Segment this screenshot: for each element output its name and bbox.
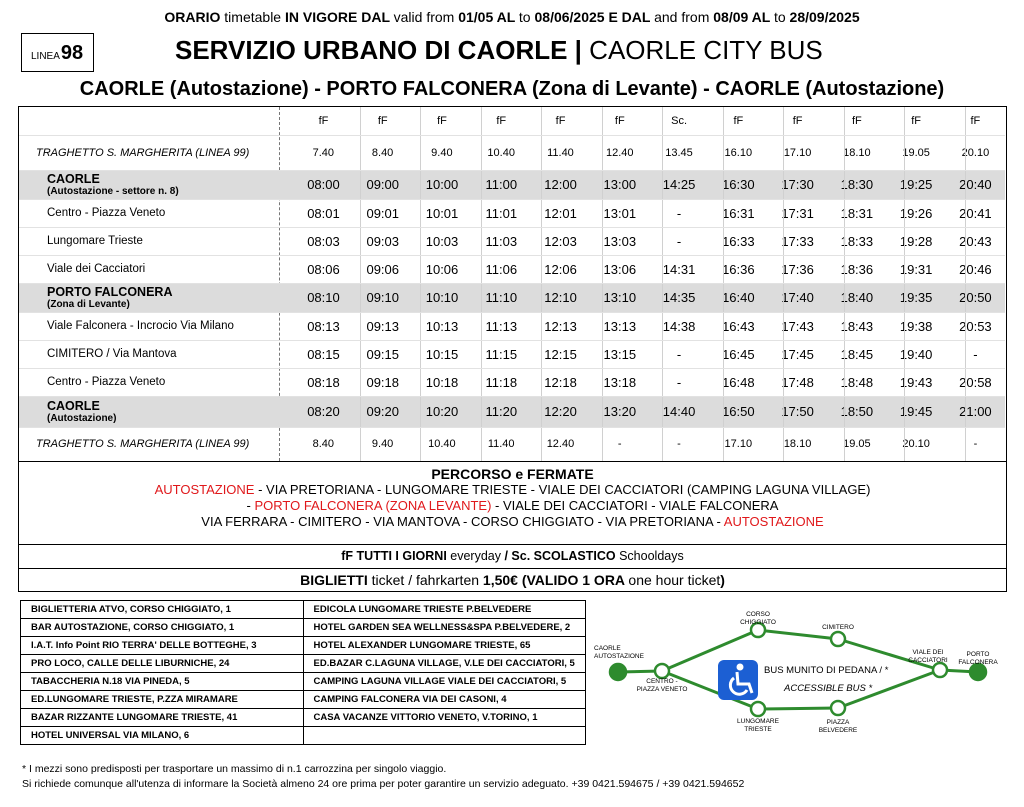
time-cell: 16:31 — [722, 205, 755, 221]
stop-label-cacciatori: CACCIATORI — [908, 657, 948, 664]
line-label: LINEA — [31, 51, 60, 62]
time-cell: 11:20 — [485, 404, 518, 419]
time-cell: 17:43 — [781, 318, 814, 334]
stop-label-cacciatori: VIALE DEI — [912, 649, 944, 656]
stop-marker-lungomare — [751, 702, 765, 716]
ticket-run-0: BIGLIETTI — [300, 572, 372, 588]
time-cell: 11:03 — [485, 233, 518, 249]
freq-run-1: everyday — [450, 549, 505, 563]
time-cell: 19.05 — [902, 146, 930, 159]
row-divider — [19, 199, 1005, 200]
time-cell: 18:30 — [840, 177, 874, 192]
column-divider — [965, 107, 966, 461]
route-segment: VIA FERRARA - CIMITERO - VIA MANTOVA - CORSO CHIGGIATO - VIA PRETORIANA - — [201, 514, 724, 529]
accessible-line2: ACCESSIBLE BUS * — [784, 683, 873, 694]
validity-run-5: to — [518, 9, 535, 25]
time-cell: - — [617, 438, 622, 450]
validity-run-7: and from — [654, 9, 714, 25]
stop-label-belvedere: PIAZZA — [826, 719, 850, 726]
schedule-row — [19, 227, 1005, 255]
time-cell: 18:31 — [840, 205, 874, 221]
route-segment: - — [246, 498, 255, 513]
stop-label-chiggiato: CORSO — [746, 611, 770, 618]
stop-name: Centro - Piazza Veneto — [47, 207, 166, 219]
time-cell: 16:43 — [722, 318, 755, 334]
title-normal: CAORLE CITY BUS — [581, 35, 823, 65]
column-divider — [481, 107, 482, 461]
time-cell: 16:36 — [722, 261, 755, 277]
validity-run-9: to — [773, 9, 790, 25]
outlet-cell: CASA VACANZE VITTORIO VENETO, V.TORINO, 1 — [303, 709, 586, 727]
time-cell: 21:00 — [959, 404, 992, 419]
validity-line — [0, 9, 1024, 25]
ticket-run-3: one hour ticket — [628, 572, 721, 588]
frequency-row — [19, 107, 1005, 135]
stop-label-centro: CENTRO - — [646, 678, 678, 685]
outlet-cell: CAMPING LAGUNA VILLAGE VIALE DEI CACCIATORI, 5 — [303, 673, 586, 691]
time-cell: 16:30 — [722, 177, 755, 192]
time-cell: 10:20 — [425, 404, 459, 419]
time-cell: 11.40 — [547, 146, 574, 159]
time-cell: 17:40 — [781, 290, 814, 305]
outlet-cell: HOTEL ALEXANDER LUNGOMARE TRIESTE, 65 — [303, 637, 586, 655]
time-cell: 12:10 — [544, 290, 577, 305]
row-divider — [19, 368, 1005, 369]
time-cell: 17.10 — [783, 146, 812, 159]
time-cell: 13:01 — [603, 205, 637, 221]
time-cell: 18.10 — [843, 146, 871, 159]
time-cell: 20:53 — [959, 318, 992, 334]
validity-run-8: 08/09 AL — [713, 9, 774, 25]
time-cell: 13:00 — [603, 177, 637, 192]
time-cell: 09:06 — [366, 261, 400, 277]
time-cell: 13:20 — [603, 404, 637, 419]
time-cell: - — [973, 346, 978, 362]
schedule-row — [19, 340, 1005, 368]
time-cell: 08:03 — [307, 233, 340, 249]
time-cell: 09:01 — [366, 205, 400, 221]
route-map — [592, 608, 1012, 748]
time-cell: 16:33 — [722, 233, 755, 249]
route-map-svg — [592, 608, 1012, 748]
time-cell: 09:00 — [366, 177, 400, 192]
route-stops-box — [18, 461, 1007, 545]
stop-name: CIMITERO / Via Mantova — [47, 348, 177, 360]
time-cell: fF — [851, 115, 862, 127]
time-cell: 11:13 — [485, 318, 518, 334]
outlet-cell: BAR AUTOSTAZIONE, CORSO CHIGGIATO, 1 — [21, 619, 304, 637]
stop-marker-cacciatori — [933, 663, 947, 677]
row-divider — [19, 227, 1005, 228]
row-divider — [19, 135, 1005, 136]
time-cell: fF — [792, 115, 803, 127]
time-cell: 09:15 — [366, 346, 400, 362]
time-cell: 17:48 — [781, 374, 814, 390]
stop-marker-falconera — [970, 664, 986, 680]
time-cell: 08:01 — [307, 205, 340, 221]
stop-name-main: CAORLE — [47, 398, 100, 413]
time-cell: 9.40 — [431, 146, 453, 159]
time-cell: 9.40 — [371, 438, 394, 450]
route-title: CAORLE (Autostazione) - PORTO FALCONERA (Zona di Levante) - CAORLE (Autostazione) — [79, 78, 945, 100]
outlet-row — [21, 709, 586, 727]
time-cell: 12:15 — [544, 346, 577, 362]
terminal-stop: PORTO FALCONERA (ZONA LEVANTE) — [254, 498, 492, 513]
column-divider — [602, 107, 603, 461]
schedule-row — [19, 396, 1005, 427]
stop-label-autostazione: AUTOSTAZIONE — [594, 653, 644, 660]
freq-run-3: Schooldays — [619, 549, 684, 563]
time-cell: 16:45 — [722, 346, 755, 362]
time-cell: fF — [318, 115, 329, 127]
outlet-cell: BIGLIETTERIA ATVO, CORSO CHIGGIATO, 1 — [21, 601, 304, 619]
column-divider — [844, 107, 845, 461]
freq-run-0: fF TUTTI I GIORNI — [341, 549, 451, 563]
wheelchair-icon-head — [737, 664, 744, 671]
validity-run-2: IN VIGORE DAL — [284, 9, 394, 25]
ticket-run-1: ticket / fahrkarten — [371, 572, 483, 588]
time-cell: 18:36 — [840, 261, 874, 277]
schedule-row — [19, 170, 1005, 199]
time-cell: 08:13 — [307, 318, 340, 334]
time-cell: 13:15 — [603, 346, 637, 362]
column-divider — [904, 107, 905, 461]
time-cell: 12.40 — [605, 146, 634, 159]
time-cell: 17:31 — [781, 205, 814, 221]
time-cell: 20:50 — [959, 290, 992, 305]
schedule-row — [19, 427, 1005, 461]
outlet-row — [21, 619, 586, 637]
time-cell: 11:01 — [485, 205, 518, 221]
page-title — [175, 35, 823, 66]
time-cell: 19:35 — [899, 290, 933, 305]
time-cell: 08:10 — [307, 290, 340, 305]
validity-run-3: valid from — [393, 9, 459, 25]
time-cell: 08:15 — [307, 346, 340, 362]
stop-label-autostazione: CAORLE — [594, 645, 621, 652]
outlet-cell: I.A.T. Info Point RIO TERRA' DELLE BOTTEGHE, 3 — [21, 637, 304, 655]
time-cell: 10:00 — [425, 177, 459, 192]
time-cell: 09:10 — [366, 290, 400, 305]
stop-name: Viale Falconera - Incrocio Via Milano — [47, 320, 234, 332]
time-cell: - — [676, 374, 682, 390]
time-cell: 12:00 — [544, 177, 577, 192]
line-number: 98 — [60, 42, 84, 64]
stop-name — [19, 173, 294, 197]
time-cell: 12:13 — [544, 318, 577, 334]
schedule-row — [19, 312, 1005, 340]
time-cell: 20:43 — [959, 233, 992, 249]
time-cell: 17:36 — [781, 261, 814, 277]
outlet-cell: TABACCHERIA N.18 VIA PINEDA, 5 — [21, 673, 304, 691]
footnote-2: Si richiede comunque all'utenza di informare la Società almeno 24 ore prima per poter garantire un servizio adeguato. +39 0421.594675 / +39 0421.594652 — [22, 778, 745, 790]
time-cell: 7.40 — [312, 146, 335, 159]
accessible-line1: BUS MUNITO DI PEDANA / * — [764, 665, 889, 676]
stop-label-cimitero: CIMITERO — [822, 624, 854, 631]
validity-run-6: 08/06/2025 E DAL — [534, 9, 655, 25]
row-divider — [19, 427, 1005, 428]
stop-name — [19, 286, 294, 310]
outlet-cell: HOTEL UNIVERSAL VIA MILANO, 6 — [21, 727, 304, 745]
time-cell: 18:33 — [840, 233, 874, 249]
row-divider — [19, 283, 1005, 284]
row-divider — [19, 396, 1005, 397]
time-cell: 19:38 — [899, 318, 933, 334]
stop-marker-belvedere — [831, 701, 845, 715]
route-stops-line — [19, 498, 1006, 514]
time-cell: 19:45 — [899, 404, 933, 419]
time-cell: 13:06 — [603, 261, 637, 277]
time-cell: 20:58 — [959, 374, 992, 390]
time-cell: fF — [555, 115, 566, 127]
freq-run-2: / Sc. SCOLASTICO — [504, 549, 620, 563]
time-cell: 20.10 — [902, 438, 930, 450]
time-cell: 18:48 — [840, 374, 874, 390]
time-cell: 18:50 — [840, 404, 874, 419]
line-number-box — [21, 33, 94, 72]
route-stops-line — [19, 514, 1006, 530]
outlet-row — [21, 691, 586, 709]
validity-run-10: 28/09/2025 — [789, 9, 860, 25]
stop-label-falconera: FALCONERA — [958, 659, 998, 666]
stop-label-centro: PIAZZA VENETO — [636, 686, 688, 693]
time-cell: 11:15 — [485, 346, 518, 362]
time-cell: 10:18 — [425, 374, 459, 390]
route-line — [758, 708, 838, 709]
schedule-row — [19, 135, 1005, 170]
time-cell: Sc. — [671, 115, 688, 127]
schedule-row — [19, 255, 1005, 283]
time-cell: fF — [733, 115, 744, 127]
time-cell: 11:18 — [485, 374, 518, 390]
validity-run-1: timetable — [224, 9, 285, 25]
time-cell: 10:06 — [425, 261, 459, 277]
validity-run-0: ORARIO — [164, 9, 225, 25]
time-cell: - — [676, 233, 682, 249]
route-segment: - VIA PRETORIANA - LUNGOMARE TRIESTE - VIALE DEI CACCIATORI (CAMPING LAGUNA VILLAGE) — [254, 482, 871, 497]
time-cell: 10:03 — [425, 233, 459, 249]
time-cell: 13:03 — [603, 233, 637, 249]
stop-name-main: PORTO FALCONERA — [47, 284, 173, 299]
time-cell: 09:18 — [366, 374, 400, 390]
time-cell: 19:40 — [899, 346, 933, 362]
stop-label-lungomare: LUNGOMARE — [737, 718, 779, 725]
ticket-run-2: 1,50€ (VALIDO 1 ORA — [482, 572, 629, 588]
stop-marker-cimitero — [831, 632, 845, 646]
stop-name: Centro - Piazza Veneto — [47, 376, 166, 388]
outlet-cell: ED.LUNGOMARE TRIESTE, P.ZZA MIRAMARE — [21, 691, 304, 709]
time-cell: 10:15 — [425, 346, 459, 362]
time-cell: fF — [496, 115, 507, 127]
terminal-stop: AUTOSTAZIONE — [154, 482, 255, 497]
outlet-row — [21, 727, 586, 745]
time-cell: 13:10 — [603, 290, 637, 305]
stop-name-sub: (Autostazione) — [47, 412, 117, 424]
time-cell: 08:00 — [307, 177, 340, 192]
time-cell: 10:13 — [425, 318, 459, 334]
time-cell: 12:18 — [544, 374, 577, 390]
stop-name: TRAGHETTO S. MARGHERITA (LINEA 99) — [36, 146, 250, 159]
time-cell: 16:50 — [722, 404, 755, 419]
time-cell: 19.05 — [843, 438, 871, 450]
time-cell: 20:46 — [959, 261, 992, 277]
time-cell: 12:01 — [544, 205, 577, 221]
time-cell: 20.10 — [961, 146, 990, 159]
time-cell: 18:43 — [840, 318, 874, 334]
time-cell: 09:20 — [366, 404, 400, 419]
outlet-cell — [303, 727, 586, 745]
stop-name: TRAGHETTO S. MARGHERITA (LINEA 99) — [36, 438, 250, 450]
outlet-row — [21, 655, 586, 673]
validity-run-4: 01/05 AL — [458, 9, 519, 25]
stop-name: Viale dei Cacciatori — [47, 263, 146, 275]
time-cell: 16.10 — [724, 146, 753, 159]
stop-marker-autostazione — [610, 664, 626, 680]
route-stops-heading: PERCORSO e FERMATE — [431, 466, 594, 482]
stop-name-sub: (Autostazione - settore n. 8) — [47, 185, 179, 197]
timetable — [18, 106, 1007, 462]
time-cell: 18:45 — [840, 346, 874, 362]
outlet-cell: PRO LOCO, CALLE DELLE LIBURNICHE, 24 — [21, 655, 304, 673]
time-cell: 8.40 — [371, 146, 394, 159]
time-cell: 13.45 — [665, 146, 693, 159]
time-cell: 12:06 — [544, 261, 577, 277]
time-cell: 08:20 — [307, 404, 340, 419]
row-divider — [19, 340, 1005, 341]
time-cell: - — [677, 438, 681, 450]
time-cell: 10:10 — [425, 290, 459, 305]
time-cell: - — [676, 205, 682, 221]
column-divider — [420, 107, 421, 461]
ticket-note — [18, 568, 1007, 592]
outlet-row — [21, 601, 586, 619]
time-cell: 11:06 — [485, 261, 518, 277]
route-stops-line — [19, 482, 1006, 498]
time-cell: 08:18 — [307, 374, 340, 390]
time-cell: 19:31 — [899, 261, 933, 277]
stop-marker-centro — [655, 664, 669, 678]
time-cell: 20:40 — [959, 177, 992, 192]
time-cell: 16:48 — [722, 374, 755, 390]
time-cell: 19:43 — [899, 374, 933, 390]
outlet-cell: BAZAR RIZZANTE LUNGOMARE TRIESTE, 41 — [21, 709, 304, 727]
ticket-run-4: ) — [720, 572, 725, 588]
time-cell: 14:38 — [662, 318, 696, 334]
time-cell: 10.40 — [487, 146, 515, 159]
outlet-cell: HOTEL GARDEN SEA WELLNESS&SPA P.BELVEDERE, 2 — [303, 619, 586, 637]
time-cell: 08:06 — [307, 261, 340, 277]
route-line — [758, 630, 838, 639]
schedule-row — [19, 368, 1005, 396]
time-cell: 10:01 — [425, 205, 459, 221]
stop-name: Lungomare Trieste — [47, 235, 143, 247]
time-cell: fF — [437, 115, 447, 127]
stop-name-main: CAORLE — [47, 171, 100, 186]
time-cell: 10.40 — [428, 438, 456, 450]
row-divider — [19, 255, 1005, 256]
accessible-bus-badge — [718, 660, 889, 700]
time-cell: 19:25 — [899, 177, 933, 192]
footnote-1: * I mezzi sono predisposti per trasportare un massimo di n.1 carrozzina per singolo viaggio. — [22, 763, 447, 775]
time-cell: 11.40 — [487, 438, 515, 450]
time-cell: 12:03 — [544, 233, 577, 249]
schedule-row — [19, 283, 1005, 312]
time-cell: 09:13 — [366, 318, 400, 334]
column-divider — [723, 107, 724, 461]
time-cell: 16:40 — [722, 290, 755, 305]
row-divider — [19, 170, 1005, 171]
time-cell: fF — [614, 115, 625, 127]
time-cell: 19:26 — [899, 205, 933, 221]
stop-label-lungomare: TRIESTE — [744, 726, 772, 733]
time-cell: 17:33 — [781, 233, 814, 249]
time-cell: 14:40 — [662, 404, 696, 419]
outlet-row — [21, 673, 586, 691]
outlet-cell: EDICOLA LUNGOMARE TRIESTE P.BELVEDERE — [303, 601, 586, 619]
time-cell: fF — [377, 115, 388, 127]
time-cell: 17.10 — [724, 438, 753, 450]
terminal-stop: AUTOSTAZIONE — [723, 514, 824, 529]
time-cell: fF — [970, 115, 981, 127]
route-segment: - VIALE DEI CACCIATORI - VIALE FALCONERA — [491, 498, 779, 513]
time-cell: 18.10 — [783, 438, 812, 450]
stop-label-falconera: PORTO — [966, 651, 990, 658]
time-cell: 11:00 — [485, 177, 518, 192]
time-cell: 18:40 — [840, 290, 874, 305]
schedule-row — [19, 199, 1005, 227]
column-divider — [360, 107, 361, 461]
time-cell: 13:18 — [603, 374, 637, 390]
stop-label-chiggiato: CHIGGIATO — [740, 619, 776, 626]
title-bold: SERVIZIO URBANO DI CAORLE | — [175, 35, 582, 65]
column-divider — [662, 107, 663, 461]
time-cell: 11:10 — [485, 290, 518, 305]
time-cell: 17:30 — [781, 177, 814, 192]
stop-name-sub: (Zona di Levante) — [47, 298, 130, 310]
ticket-outlets-table — [20, 600, 586, 745]
outlet-cell: CAMPING FALCONERA VIA DEI CASONI, 4 — [303, 691, 586, 709]
stop-name — [19, 400, 294, 424]
time-cell: 12.40 — [546, 438, 575, 450]
frequency-note — [18, 544, 1007, 569]
column-divider — [783, 107, 784, 461]
time-cell: 14:25 — [662, 177, 696, 192]
time-cell: 09:03 — [366, 233, 400, 249]
time-cell: 14:31 — [662, 261, 696, 277]
column-divider — [541, 107, 542, 461]
time-cell: 19:28 — [899, 233, 933, 249]
time-cell: - — [973, 438, 978, 450]
row-divider — [19, 312, 1005, 313]
time-cell: fF — [911, 115, 922, 127]
time-cell: 17:45 — [781, 346, 814, 362]
time-cell: 17:50 — [781, 404, 814, 419]
time-cell: 13:13 — [603, 318, 637, 334]
stop-label-belvedere: BELVEDERE — [818, 727, 858, 734]
time-cell: 8.40 — [312, 438, 335, 450]
time-cell: 14:35 — [662, 290, 696, 305]
outlet-row — [21, 637, 586, 655]
time-cell: - — [676, 346, 682, 362]
time-cell: 12:20 — [544, 404, 577, 419]
outlet-cell: ED.BAZAR C.LAGUNA VILLAGE, V.LE DEI CACCIATORI, 5 — [303, 655, 586, 673]
time-cell: 20:41 — [959, 205, 992, 221]
